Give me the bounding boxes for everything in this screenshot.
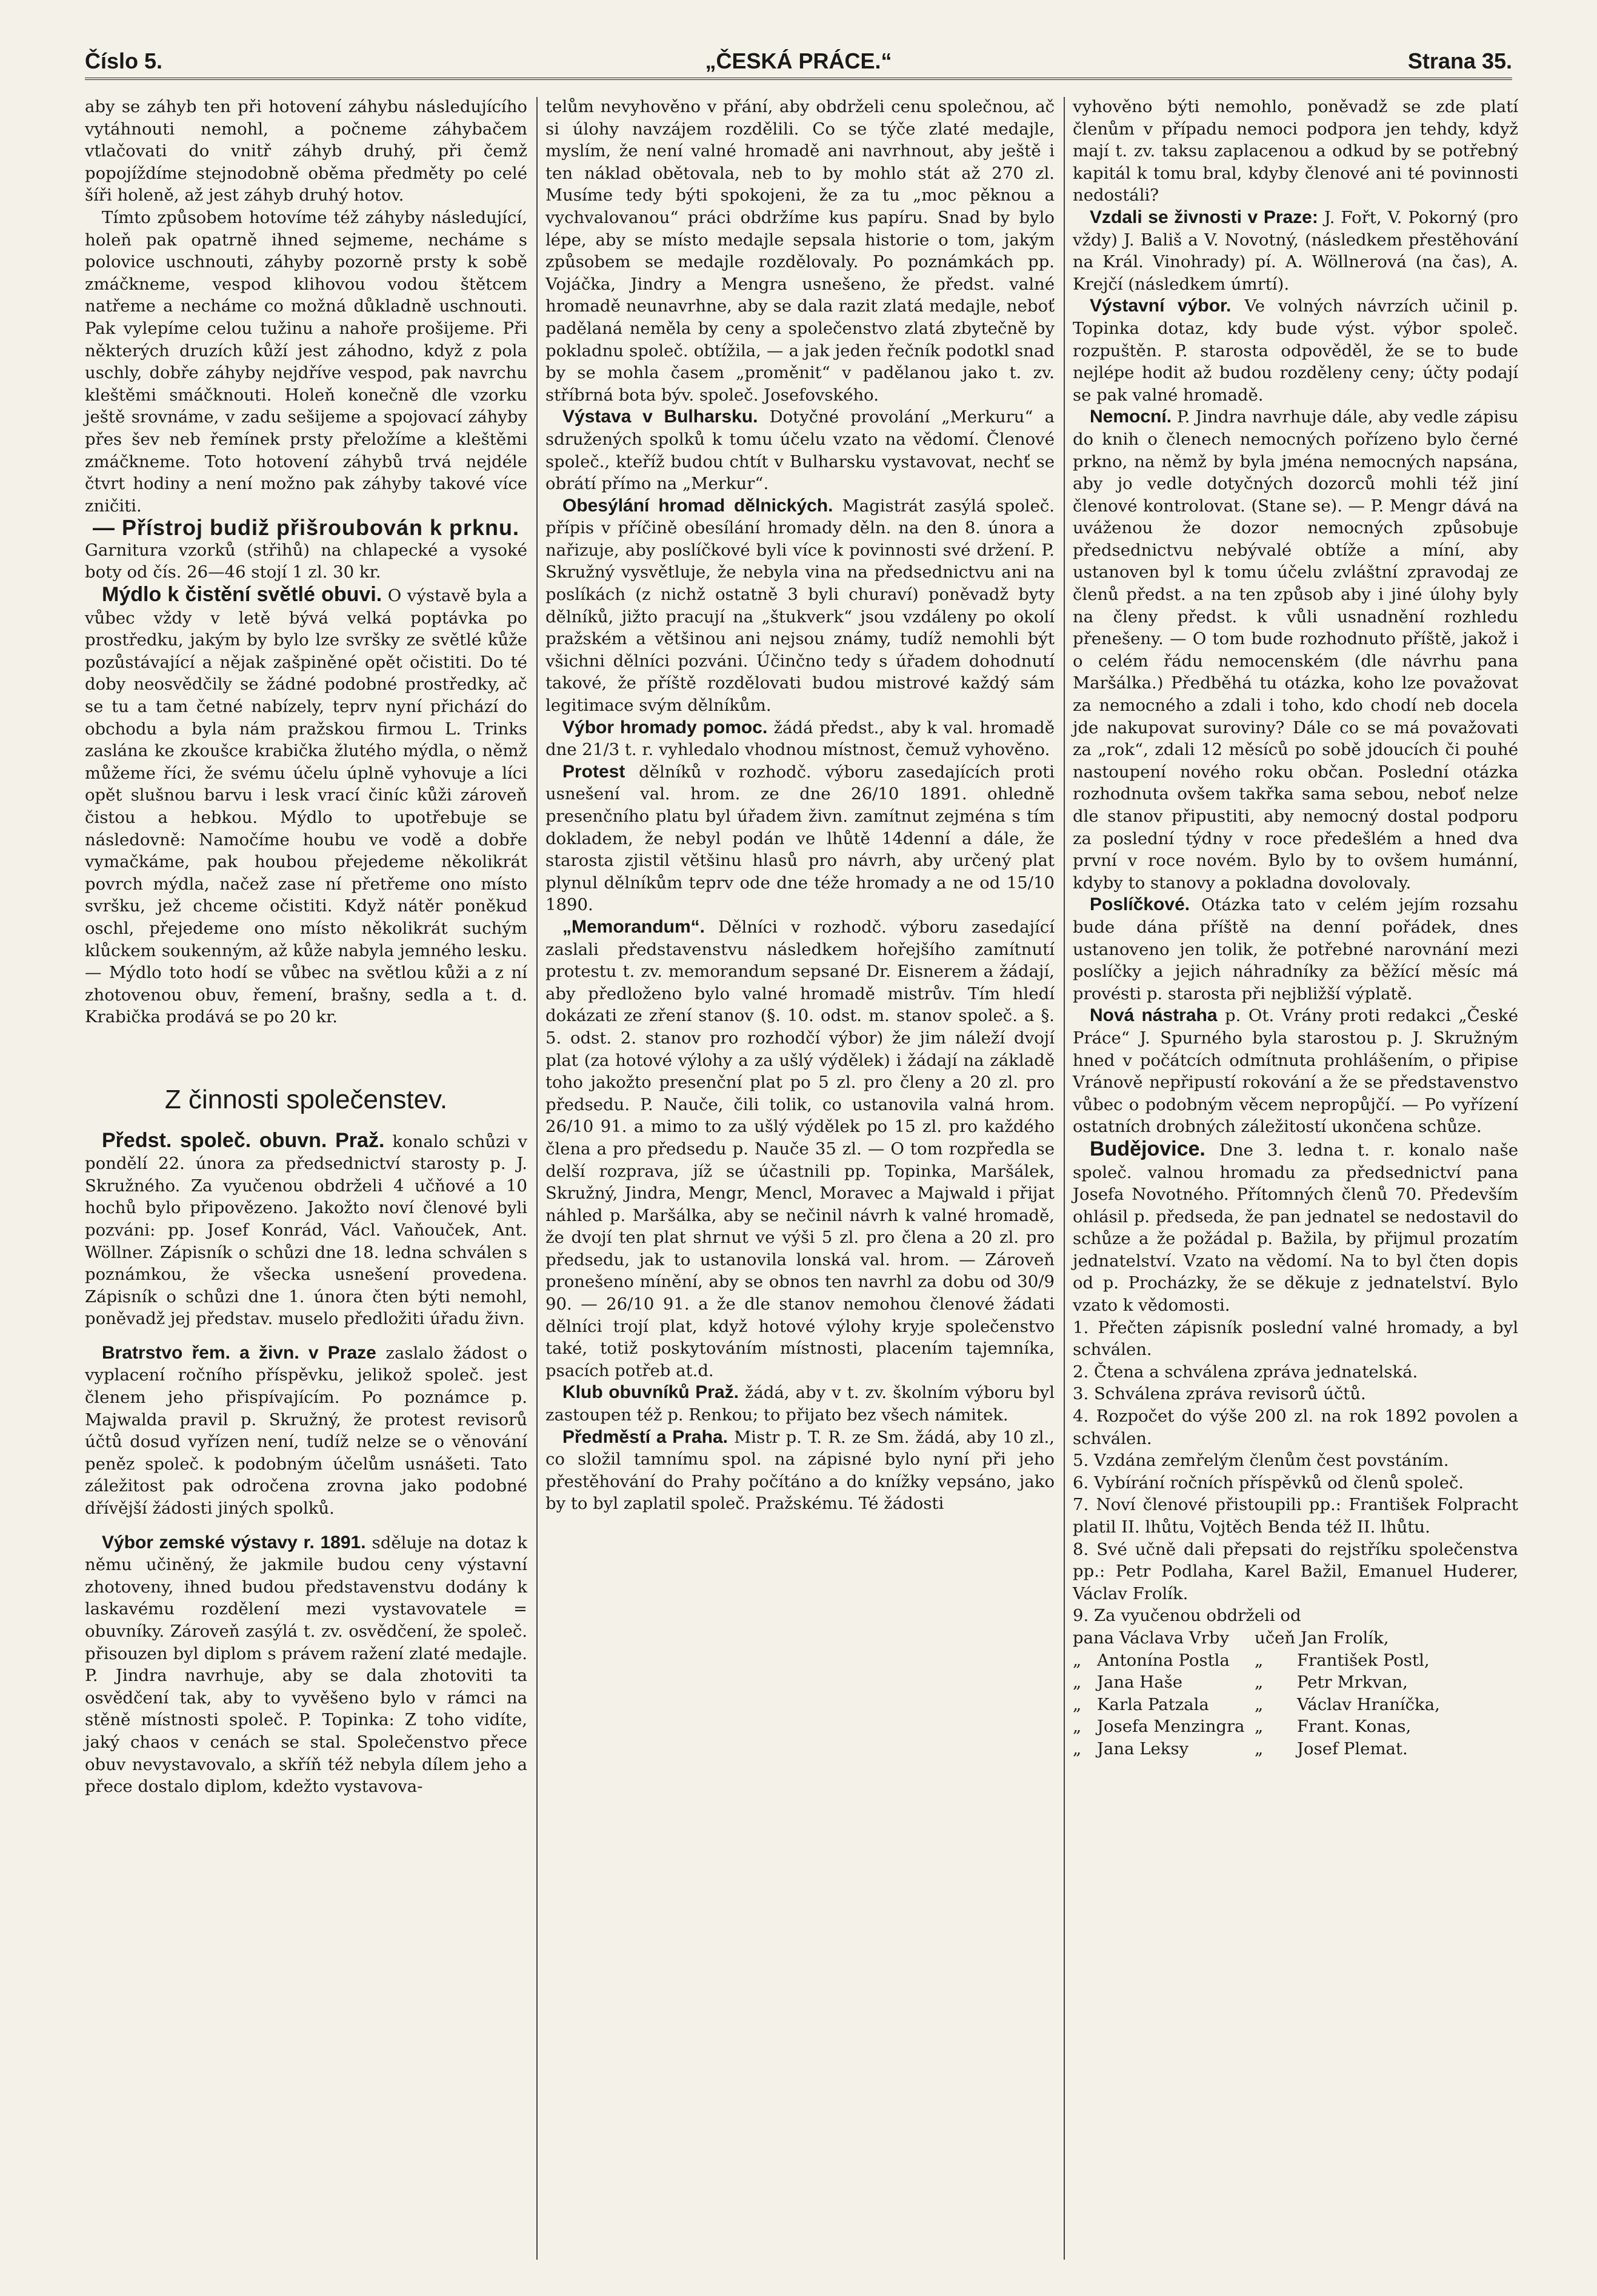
paragraph: Ve volných návrzích učinil p. Topinka dotaz, kdy bude výst. výbor společ. rozpuštěn. P. starosta odpověděl, že se to bude nejlépe hodit až budou rozděleny ceny; účty podají se pak valné hromadě. — [1073, 296, 1519, 405]
column-2 — [545, 96, 1055, 1515]
issue-number: Číslo 5. — [85, 48, 163, 73]
heading-memorandum: „Memorandum“. — [562, 916, 705, 937]
master-name: Antonína Postla — [1097, 1650, 1230, 1670]
paragraph: žádá předst., aby k val. hromadě dne 21/3 t. r. vyhledalo vhodnou místnost, čemuž vyhověno. — [545, 717, 1055, 760]
list-item: 6. Vybírání ročních příspěvků od členů společ. — [1073, 1472, 1464, 1492]
paragraph: Garnitura vzorků (střihů) na chlapecké a vysoké boty od čís. 26—46 stojí 1 zl. 30 kr. — [85, 540, 527, 582]
ditto-mark: „ — [1255, 1672, 1264, 1692]
list-item: 5. Vzdána zemřelým členům čest povstáním. — [1073, 1451, 1449, 1471]
heading-poslickove: Poslíčkové. — [1090, 894, 1190, 915]
heading-vzdali: Vzdali se živnosti v Praze: — [1090, 207, 1318, 227]
master-name: Josefa Menzingra — [1097, 1717, 1245, 1737]
column-divider — [1064, 97, 1065, 2260]
master-name: Karla Patzala — [1097, 1694, 1209, 1714]
heading-vystava: Výstava v Bulharsku. — [562, 407, 758, 427]
paragraph: konalo schůzi v pondělí 22. února za předsednictví starosty p. J. Skružného. Za vyučenou obdrželi 4 učňové a 10 hochů bylo připovězeno. Jakožto noví členové byli pozváni: pp. Josef Konrád, Václ. Vaňouček, Ant. Wöllner. Zápisník o schůzi dne 18. ledna schválen s poznámkou, že všecka usnešení provedena. Zápisník o schůzi dne 1. února čten býti nemohl, poněvadž jej představ. muselo předložiti úřadu živn. — [85, 1131, 527, 1329]
ditto-mark: „ — [1255, 1717, 1264, 1737]
list-item: 2. Čtena a schválena zpráva jednatelská. — [1073, 1362, 1418, 1382]
table-row — [1073, 1694, 1518, 1716]
master-name: pana Václava Vrby — [1073, 1628, 1229, 1648]
paragraph: zaslalo žádost o vyplacení ročního příspěvku, jelikož společ. jest členem jeho přispívajícím. Po poznámce p. Majwalda pravil p. Skružný, že protest revisorů účtů dosud vyřízen není, tudíž nelze se o věnování peněz společ. k podobným účelům usnášeti. Tato záležitost pak odročena zrovna jako podobné dřívější žádosti jiných spolků. — [85, 1343, 527, 1519]
paragraph: Magistrát zasýlá společ. přípis v příčině obesílání hromady děln. na den 8. února a nařizuje, aby poslíčkové byli více k povinnosti své držení. P. Skružný vysvětluje, že nebyla vina na předsednictvu ani na poslíkách (z nichž ostatně 3 byli churaví) poněvadž byty dělníků, jižto pracují na „štukverk“ jsou vzdáleny po okolí pražském a většinou ani nejsou známy, tudíž nemohli být všichni dělníci pozváni. Účinčno tedy s úřadem dohodnutí takové, že příště rozdělovati budou mistrové každý sám legitimace svým dělníkům. — [545, 496, 1055, 716]
paragraph: P. Jindra navrhuje dále, aby vedle zápisu do knih o členech nemocných pořízeno bylo černé prkno, na němž by byla jména nemocných napsána, aby jo vedle dotyčných dozorců mohli též jiní členové kontrolovat. (Stane se). — P. Mengr dává na uváženou že dozor nemocných způsobuje předsednictvu nebývalé obtíže a míní, aby ustanoven byl k tomu účelu zvláštní zpravodaj ze členů předst. a na ten způsob aby i jiné úlohy byly na členy předst. k vůli usnadnění rozhledu přenešeny. — O tom bude rozhodnuto příště, jakož i o celém řádu nemocenském (dle návrhu pana Maršálka.) Předběhá tu otázka, koho lze považovat za nemocného a zdali i toho, kdo chodí neb docela jde nakupovat suroviny? Dále co se má považovati za „rok“, zdali 12 měsíců po sobě jdoucích či pouhé nastoupení nového roku občan. Poslední otázka rozhodnuta ovšem takřka sama sebou, neboť nelze dle stanov připustiti, aby nemocný dostal podporu za poslední týdny v roce předešlém a hned dva první v roce novém. Bylo by to ovšem humánní, kdyby to stanovy a pokladna dovolovaly. — [1073, 407, 1518, 893]
ditto-mark: „ — [1073, 1650, 1082, 1670]
paragraph: J. Fořt, V. Pokorný (pro vždy) J. Bališ a V. Novotný, (následkem přestěhování na Král. Vinohrady) pí. A. Wöllnerová (na čas), A. Krejčí (následkem úmrtí). — [1073, 207, 1519, 294]
paragraph: sděluje na dotaz k němu učiněný, že jakmile budou ceny výstavní zhotoveny, ihned budou představenstvu dodány k laskavému rozdělení mezi vystavovatele = obuvníky. Zároveň zasýlá t. zv. osvědčení, že společ. přisouzen byl diplom s právem ražení zlaté medajle. P. Jindra navrhuje, aby se dala zhotoviti ta osvědčení tak, aby to vyvěšeno bylo v rámci na stěně místnosti společ. P. Topinka: Z toho vidíte, jaký chaos v cenách se stal. Společenstvo přece obuv nevystavovalo, a skříň též nebyla dílem jeho a přece dostalo diplom, kdežto vystavova- — [85, 1532, 527, 1797]
paragraph: dělníků v rozhodč. výboru zasedajících proti usnešení val. hrom. ze dne 26/10 1891. ohledně presenčního platu byl úřadem živn. zamítnut zejména s tím dokladem, že nebyl podán ve lhůtě 14denní a dále, že starosta zjistil většinu hlasů pro návrh, aby určený plat plynul dělníkům teprv ode dne téže hromady a ne od 15/10 1890. — [545, 762, 1055, 915]
table-row — [1073, 1671, 1518, 1694]
ditto-mark: „ — [1073, 1739, 1082, 1759]
paragraph: telům nevyhověno v přání, aby obdrželi cenu společnou, ač si úlohy navzájem rozdělili. Co se týče zlaté medajle, myslím, že není valné hromadě ani navrhnout, aby ještě i ten náklad obětovala, neb to by mohlo stát až 270 zl. Musíme tedy býti spokojeni, že za tu „moc pěknou a vychvalovanou“ práci obdržíme kus papíru. Snad by bylo lépe, aby se místo medajle sepsala historie o tom, jakým způsobem se medajle rozdělovaly. Po poznámkách pp. Vojáčka, Jindry a Mengra usnešeno, že předst. valné hromadě neunavrhne, aby se dala razit zlatá medajle, neboť padělaná neměla by ceny a společenstvo zlatá zbytečně by pokladnu společ. obtížila, — a jak jeden řečník podotkl snad by se mohla časem „proměnit“ v padělanou jako t. zv. stříbrná bota býv. společ. Josefovského. — [545, 97, 1055, 405]
header-rule — [85, 78, 1512, 80]
paragraph: Mistr p. T. R. ze Sm. žádá, aby 10 zl., co složil tamnímu spol. na zápisné bylo nyní při jeho přestěhování do Prahy počítáno a do knížky vepsáno, jako by to byl zaplatil společ. Pražskému. Té žádosti — [545, 1427, 1055, 1514]
paragraph: Dělníci v rozhodč. výboru zasedající zaslali představenstvu následkem hořejšího zamítnutí protestu t. zv. memorandum sepsané Dr. Eisnerem a žádají, aby předloženo bylo valné hromadě mistrův. Tím hledí dokázati ze zření stanov (§. 10. odst. m. stanov společ. a §. 5. odst. 2. stanov pro rozhodčí výbor) že jim náleží dvojí plat (za hotové výlohy a za ušlý výdělek) i žádají na základě toho jakožto presenční plat po 5 zl. pro členy a 20 zl. pro předsedu. P. Nauče, čili tolik, co ustanovila valná hrom. 26/10 91. a mimo to za ušlý výdělek po 15 zl. pro každého člena a pro předsedu p. Nauče 35 zl. — O tom rozpředla se delší rozprava, jíž se účastnili pp. Topinka, Maršálek, Skružný, Jindra, Mengr, Mencl, Moravec a Majwald i přijat náhled p. Maršálka, aby se nečinil návrh k valné hromadě, že dvojí ten plat shrnut ve výši 5 zl. pro člena a 20 zl. pro předsedu, jak to ustanovila lonská val. hrom. — Zároveň pronešeno mínění, aby se obnos ten navrhl za dobu od 30/9 90. — 26/10 91. a že dle stanov nemohou členové žádati dělníci trojí plat, když hotové výlohy kryje společenstvo také, totiž poskytováním místnosti, placením tajemníka, psacích potřeb at.d. — [545, 917, 1055, 1380]
list-item: 9. Za vyučenou obdrželi od — [1073, 1606, 1301, 1626]
heading-pristroj: — Přístroj budiž přišroubován k prknu. — [92, 515, 520, 541]
ditto-mark: „ — [1073, 1717, 1082, 1737]
paragraph: vyhověno býti nemohlo, poněvadž se zde platí členům v případu nemoci podpora jen tehdy, když mají t. zv. taksu zaplacenou a odkud by se potřebný kapitál k tomu bral, kdyby členové ani té povinnosti nedostáli? — [1073, 97, 1518, 205]
section-title: Z činnosti společenstev. — [164, 1084, 448, 1114]
apprentice-name: Josef Plemat. — [1297, 1739, 1408, 1759]
list-item: 8. Své učně dali přepsati do rejstříku společenstva pp.: Petr Podlaha, Karel Bažil, Emanuel Huderer, Václav Frolík. — [1073, 1539, 1518, 1603]
heading-nemocni: Nemocní. — [1090, 407, 1172, 427]
heading-vybor-zemske: Výbor zemské výstavy r. 1891. — [102, 1532, 366, 1552]
ditto-mark: „ — [1255, 1650, 1264, 1670]
table-row — [1073, 1627, 1518, 1649]
paragraph: Tímto způsobem hotovíme též záhyby následující, holeň pak opatrně ihned sejmeme, necháme s polovice uschnouti, záhyby pozorně prsty k sobě zmáčkneme, vespod klihovou vodou štětcem natřeme a necháme co možná důkladně uschnouti. Pak vylepíme celou tužinu a nahoře prošijeme. Při některých druzích kůží jest záhodno, když z pola uschly, dobře záhyby nejdříve vespod, pak navrchu kleštěmi smáčknouti. Holeň konečně dle vzorku ještě srovnáme, v zadu sešijeme a spojovací záhyby přes šev neb řemínek prsty přeložíme a kleštěmi zmáčkneme. Toto hotovení záhybů trvá nejdéle čtvrt hodiny a není možno pak záhyby takové více zničiti. — [85, 207, 527, 516]
masthead-title: „ČESKÁ PRÁCE.“ — [705, 48, 892, 73]
ditto-mark: „ — [1255, 1739, 1264, 1759]
apprentice-name: František Postl, — [1297, 1650, 1430, 1670]
list-item: 7. Noví členové přistoupili pp.: František Folpracht platil II. lhůtu, Vojtěch Benda též II. lhůtu. — [1073, 1495, 1518, 1537]
heading-vystavni: Výstavní výbor. — [1090, 296, 1232, 316]
paragraph: Otázka tato v celém jejím rozsahu bude dána příště na denní pořádek, dnes ustanoveno jen tolik, že potřebné narovnání mezi poslíčky a jejich náhradníky za běžící měsíc má provésti p. starosta při nejbližší výplatě. — [1073, 895, 1518, 1003]
apprentice-name: Petr Mrkvan, — [1297, 1672, 1408, 1692]
table-row — [1073, 1738, 1518, 1760]
list-item: 4. Rozpočet do výše 200 zl. na rok 1892 povolen a schválen. — [1073, 1406, 1518, 1448]
heading-predmesti: Předměstí a Praha. — [562, 1426, 728, 1447]
master-name: Jana Leksy — [1097, 1739, 1189, 1759]
column-1 — [85, 96, 527, 1798]
heading-nova-nastraha: Nová nástraha — [1090, 1005, 1218, 1026]
apprentice-name: Frant. Konas, — [1297, 1717, 1412, 1737]
paragraph: Dne 3. ledna t. r. konalo naše společ. valnou hromadu za předsednictví pana Josefa Novotného. Přítomných členů 70. Především ohlásil p. předseda, že pan jednatel se nedostavil do schůze a že požádal p. Bažila, by přijmul prozatím jednatelství. Vzato na vědomí. Na to byl čten dopis od p. Procházky, že se děkuje z jednatelství. Bylo vzato k vědomosti. — [1073, 1140, 1518, 1316]
apprentice-table — [1073, 1627, 1518, 1760]
heading-klub: Klub obuvníků Praž. — [562, 1382, 739, 1403]
paragraph: p. Ot. Vrány proti redakci „České Práce“ J. Spurného byla starostou p. J. Skružným hned v počátcích odmítnuta prohlášením, o připise Vránově nepřipustí rokování a že se představenstvo vůbec o podobným věcem nepropůjčí. — Po vyřízení ostatních drobných záležitostí ukončena schůze. — [1073, 1006, 1518, 1137]
master-name: Jana Haše — [1097, 1672, 1183, 1692]
list-item: 3. Schválena zpráva revisorů účtů. — [1073, 1384, 1366, 1404]
heading-protest: Protest — [562, 761, 625, 782]
heading-budejovice: Budějovice. — [1090, 1137, 1205, 1160]
paragraph: aby se záhyb ten při hotovení záhybu následujícího vytáhnouti nemohl, a počneme záhybačem vtlačovati do vnitř záhyb druhý, při čemž popojíždíme stejnodobně oběma předměty po celé šíři holeně, až jest záhyb druhý hotov. — [85, 97, 527, 205]
list-item: 1. Přečten zápisník poslední valné hromady, a byl schválen. — [1073, 1317, 1518, 1360]
table-row — [1073, 1649, 1518, 1672]
agenda-list — [1073, 1317, 1518, 1627]
table-row — [1073, 1715, 1518, 1738]
heading-bratrstvo: Bratrstvo řem. a živn. v Praze — [102, 1342, 376, 1363]
page-number: Strana 35. — [1407, 48, 1512, 73]
ditto-mark: „ — [1255, 1694, 1264, 1714]
heading-vybor-hromady: Výbor hromady pomoc. — [562, 717, 768, 737]
apprentice-name: Václav Hraníčka, — [1297, 1694, 1440, 1714]
paragraph: O výstavě byla a vůbec vždy v letě bývá velká poptávka po prostředku, jakým by bylo lze svršky ze světlé kůže pozůstávající a nějak zašpiněné opět očistiti. Do té doby neosvědčily se žádné podobné prostředky, ač se tu a tam četné nabízely, teprv nyní přichází do obchodu a byla nám pražskou firmou L. Trinks zaslána ke zkoušce krabička žlutého mýdla, o němž můžeme říci, že svému účelu úplně vyhovuje a líci opět slušnou barvu i lesk vrací činíc kůži zároveň čistou a hebkou. Mýdlo to upotřebuje se následovně: Namočíme houbu ve vodě a dobře vymačkáme, pak houbou přejedeme několikrát povrch mýdla, načež zase ní přetřeme ono místo svršku, jež chceme očistiti. Když nátěr poněkud oschl, přejedeme ono místo několikrát suchým klůckem soukenným, až kůže nabyla jemného lesku. — Mýdlo toto hodí se vůbec na světlou kůži a z ní zhotovenou obuv, řemení, brašny, sedla a t. d. Krabička prodává se po 20 kr. — [85, 586, 527, 1027]
apprentice-name: učeň Jan Frolík, — [1255, 1628, 1389, 1648]
ditto-mark: „ — [1073, 1672, 1082, 1692]
heading-obesilani: Obesýlání hromad dělnických. — [562, 495, 833, 516]
heading-mydlo: Mýdlo k čistění světlé obuvi. — [102, 583, 382, 607]
heading-predst: Předst. společ. obuvn. Praž. — [102, 1128, 385, 1152]
paragraph: Dotyčné provolání „Merkuru“ a sdružených spolků k tomu účelu vzato na vědomí. Členové společ., kteříž budou chtít v Bulharsku vystavovat, nechť se obrátí přímo na „Merkur“. — [545, 407, 1055, 494]
paragraph: žádá, aby v t. zv. školním výboru byl zastoupen též p. Renkou; to přijato bez všech námitek. — [545, 1383, 1055, 1425]
column-divider — [536, 97, 538, 2260]
ditto-mark: „ — [1073, 1694, 1082, 1714]
column-3 — [1073, 96, 1518, 1760]
